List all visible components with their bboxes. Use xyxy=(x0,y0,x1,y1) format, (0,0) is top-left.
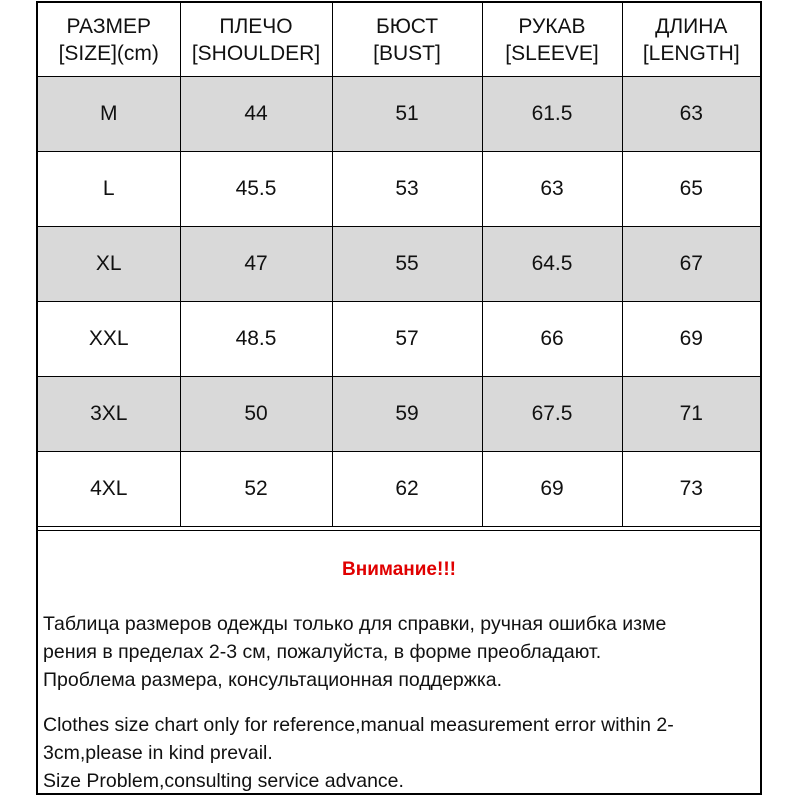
cell-sleeve: 64.5 xyxy=(482,226,622,301)
notice-section xyxy=(38,530,760,793)
cell-shoulder: 48.5 xyxy=(180,301,332,376)
cell-size: M xyxy=(38,76,180,151)
cell-sleeve: 66 xyxy=(482,301,622,376)
notice-line: Проблема размера, консультационная поддержка. xyxy=(43,669,503,691)
notice-line: Таблица размеров одежды только для справки, ручная ошибка изме xyxy=(43,613,667,635)
table-row xyxy=(38,151,760,226)
cell-bust: 55 xyxy=(332,226,482,301)
cell-length: 67 xyxy=(622,226,760,301)
header-size: РАЗМЕР [SIZE](cm) xyxy=(38,3,180,76)
cell-bust: 62 xyxy=(332,451,482,526)
cell-bust: 53 xyxy=(332,151,482,226)
notice-english-text xyxy=(43,711,757,795)
cell-bust: 59 xyxy=(332,376,482,451)
table-row xyxy=(38,376,760,451)
table-header-row xyxy=(38,3,760,76)
cell-shoulder: 45.5 xyxy=(180,151,332,226)
cell-size: L xyxy=(38,151,180,226)
cell-length: 63 xyxy=(622,76,760,151)
cell-size: XXL xyxy=(38,301,180,376)
notice-line: Clothes size chart only for reference,manual measurement error within 2- xyxy=(43,714,674,736)
cell-sleeve: 69 xyxy=(482,451,622,526)
warning-title: Внимание!!! xyxy=(342,559,456,580)
cell-bust: 51 xyxy=(332,76,482,151)
cell-sleeve: 63 xyxy=(482,151,622,226)
cell-shoulder: 50 xyxy=(180,376,332,451)
size-table xyxy=(38,3,760,527)
cell-length: 71 xyxy=(622,376,760,451)
header-length: ДЛИНА [LENGTH] xyxy=(622,3,760,76)
table-row xyxy=(38,226,760,301)
notice-russian-text xyxy=(43,610,757,694)
header-sleeve: РУКАВ [SLEEVE] xyxy=(482,3,622,76)
cell-size: XL xyxy=(38,226,180,301)
notice-line: 3cm,please in kind prevail. xyxy=(43,742,273,764)
cell-shoulder: 44 xyxy=(180,76,332,151)
size-chart xyxy=(36,1,762,795)
table-row xyxy=(38,451,760,526)
notice-line: рения в пределах 2-3 см, пожалуйста, в форме преобладают. xyxy=(43,641,602,663)
cell-sleeve: 67.5 xyxy=(482,376,622,451)
cell-sleeve: 61.5 xyxy=(482,76,622,151)
cell-size: 4XL xyxy=(38,451,180,526)
cell-length: 73 xyxy=(622,451,760,526)
header-bust: БЮСТ [BUST] xyxy=(332,3,482,76)
cell-size: 3XL xyxy=(38,376,180,451)
table-row xyxy=(38,301,760,376)
cell-shoulder: 47 xyxy=(180,226,332,301)
cell-bust: 57 xyxy=(332,301,482,376)
cell-shoulder: 52 xyxy=(180,451,332,526)
notice-line: Size Problem,consulting service advance. xyxy=(43,770,404,792)
header-shoulder: ПЛЕЧО [SHOULDER] xyxy=(180,3,332,76)
cell-length: 69 xyxy=(622,301,760,376)
cell-length: 65 xyxy=(622,151,760,226)
table-row xyxy=(38,76,760,151)
